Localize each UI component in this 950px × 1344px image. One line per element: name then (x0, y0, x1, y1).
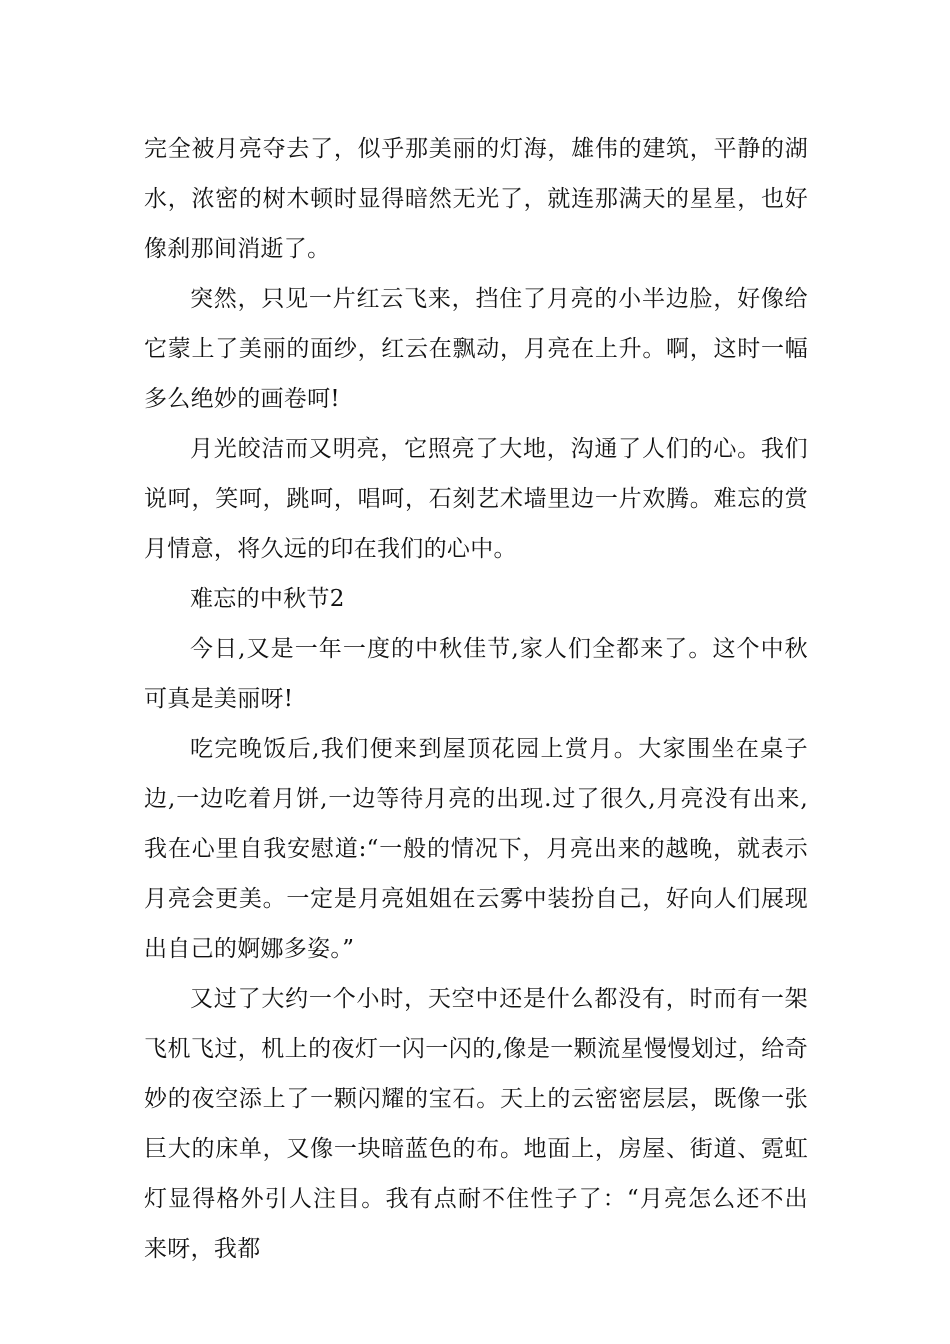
paragraph-1: 完全被月亮夺去了，似乎那美丽的灯海，雄伟的建筑，平静的湖水，浓密的树木顿时显得暗然无光了，就连那满天的星星，也好像刹那间消逝了。 (144, 136, 808, 262)
paragraph-6: 吃完晚饭后,我们便来到屋顶花园上赏月。大家围坐在桌子边,一边吃着月饼,一边等待月亮的出现.过了很久,月亮没有出来,我在心里自我安慰道:“一般的情况下，月亮出来的越晚，就表示月亮会更美。一定是月亮姐姐在云雾中装扮自己，好向人们展现出自己的婀娜多姿。” (144, 736, 808, 962)
paragraph-2: 突然，只见一片红云飞来，挡住了月亮的小半边脸，好像给它蒙上了美丽的面纱，红云在飘动，月亮在上升。啊，这时一幅多么绝妙的画卷呵! (144, 286, 808, 412)
paragraph-3: 月光皎洁而又明亮，它照亮了大地，沟通了人们的心。我们说呵，笑呵，跳呵，唱呵，石刻艺术墙里边一片欢腾。难忘的赏月情意，将久远的印在我们的心中。 (144, 436, 808, 562)
document-body (144, 124, 808, 1274)
section-heading: 难忘的中秋节2 (190, 586, 345, 612)
paragraph-7: 又过了大约一个小时，天空中还是什么都没有，时而有一架飞机飞过，机上的夜灯一闪一闪的,像是一颗流星慢慢划过，给奇妙的夜空添上了一颗闪耀的宝石。天上的云密密层层，既像一张巨大的床单，又像一块暗蓝色的布。地面上，房屋、街道、霓虹灯显得格外引人注目。我有点耐不住性子了：“月亮怎么还不出来呀，我都 (144, 986, 808, 1262)
paragraph-5: 今日,又是一年一度的中秋佳节,家人们全都来了。这个中秋可真是美丽呀! (144, 636, 808, 712)
